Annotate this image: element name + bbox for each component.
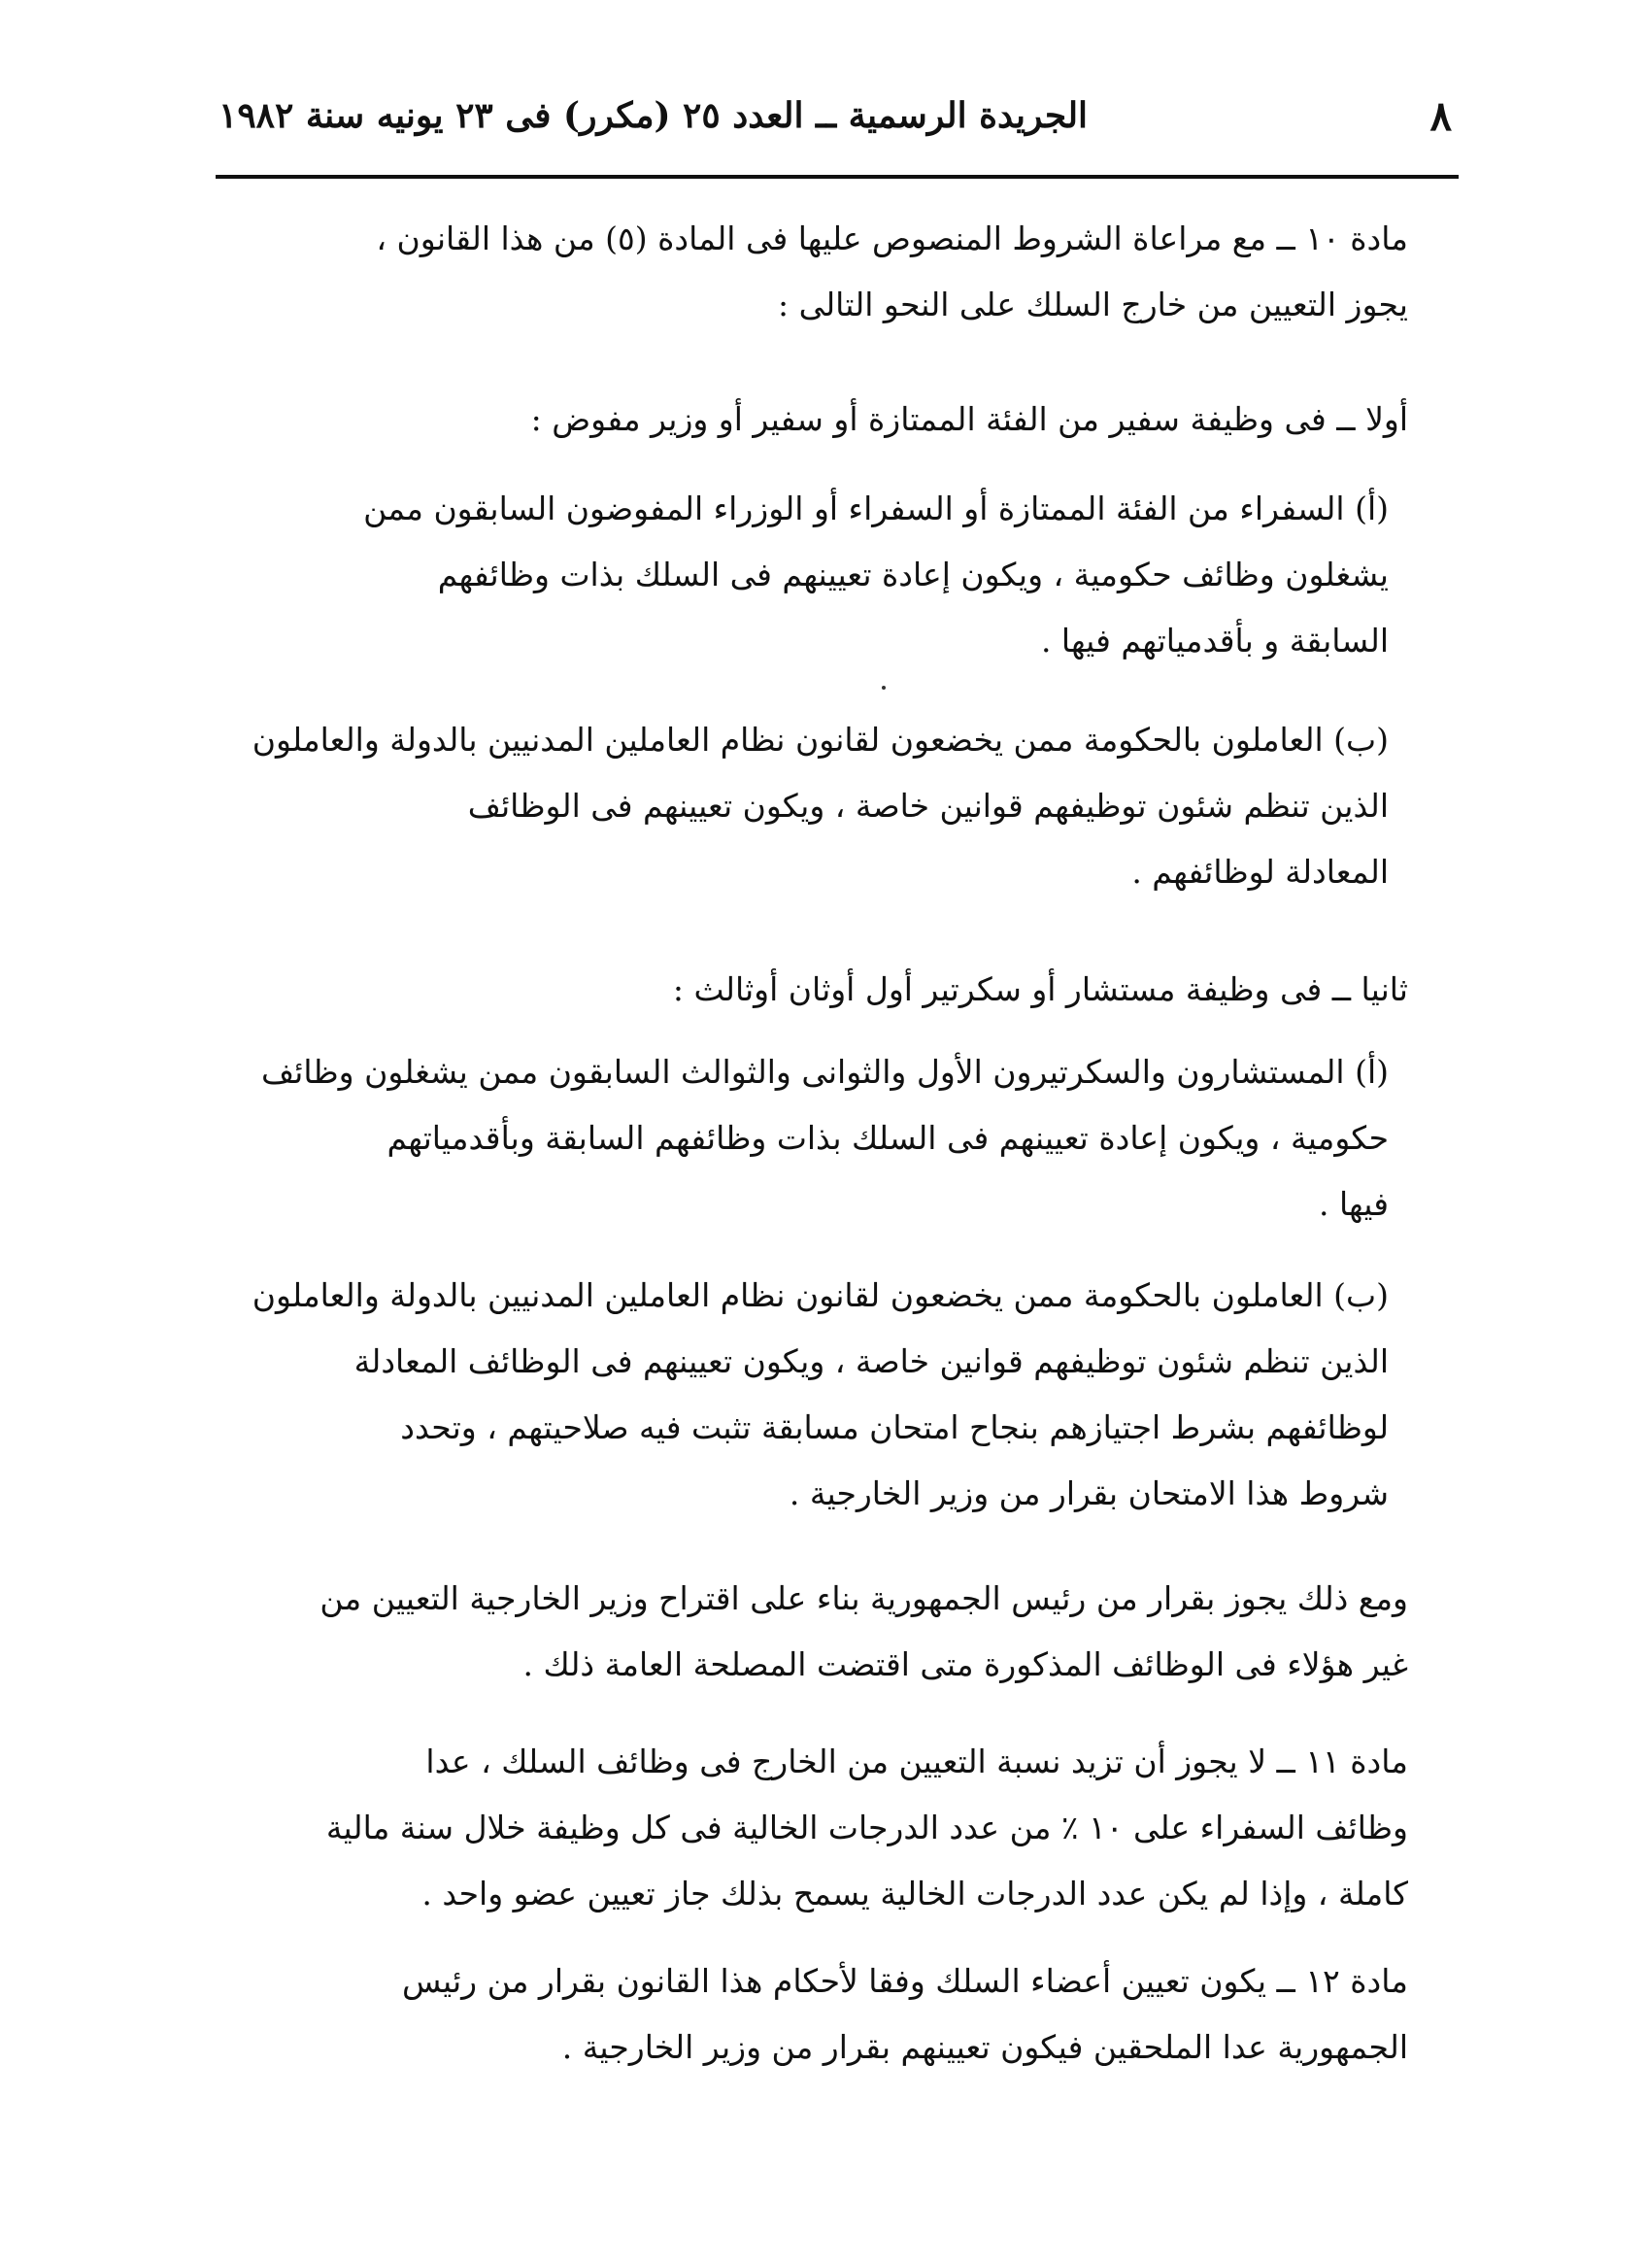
text-line: (أ) السفراء من الفئة الممتازة أو السفراء أو الوزراء المفوضون السابقون ممن <box>363 490 1389 527</box>
section-first-heading <box>243 387 1408 453</box>
text-line: الذين تنظم شئون توظيفهم قوانين خاصة ، ويكون تعيينهم فى الوظائف <box>467 787 1389 825</box>
text-line: مادة ١١ ــ لا يجوز أن تزيد نسبة التعيين من الخارج فى وظائف السلك ، عدا <box>425 1743 1408 1780</box>
text-line: وظائف السفراء على ١٠ ٪ من عدد الدرجات الخالية فى كل وظيفة خلال سنة مالية <box>325 1809 1408 1846</box>
page-header <box>218 89 1452 142</box>
clause-second-b <box>243 1263 1389 1527</box>
text-line: الجمهورية عدا الملحقين فيكون تعيينهم بقرار من وزير الخارجية . <box>561 2028 1408 2066</box>
text-line: (أ) المستشارون والسكرتيرون الأول والثوانى والثوالث السابقون ممن يشغلون وظائف <box>261 1053 1389 1091</box>
section-second-heading <box>243 957 1408 1023</box>
text-line: شروط هذا الامتحان بقرار من وزير الخارجية . <box>789 1474 1389 1512</box>
text-line: ثانيا ــ فى وظيفة مستشار أو سكرتير أول أوثان أوثالث : <box>672 970 1408 1008</box>
text-line: مادة ١٠ ــ مع مراعاة الشروط المنصوص عليها فى المادة (٥) من هذا القانون ، <box>376 220 1408 257</box>
header-title: الجريدة الرسمية ــ العدد ٢٥ (مكرر) فى ٢٣ يونيه سنة ١٩٨٢ <box>218 95 1089 136</box>
text-line: مادة ١٢ ــ يكون تعيين أعضاء السلك وفقا لأحكام هذا القانون بقرار من رئيس <box>401 1962 1408 2000</box>
header-rule <box>216 175 1459 179</box>
text-line: يجوز التعيين من خارج السلك على النحو التالى : <box>778 286 1408 323</box>
text-line: لوظائفهم بشرط اجتيازهم بنجاح امتحان مسابقة تثبت فيه صلاحيتهم ، وتحدد <box>400 1408 1389 1446</box>
clause-second-a <box>243 1039 1389 1237</box>
text-line: فيها . <box>1319 1185 1389 1223</box>
text-line: غير هؤلاء فى الوظائف المذكورة متى اقتضت المصلحة العامة ذلك . <box>522 1645 1408 1683</box>
article-10-paragraph <box>243 206 1408 338</box>
text-line: الذين تنظم شئون توظيفهم قوانين خاصة ، ويكون تعيينهم فى الوظائف المعادلة <box>353 1342 1389 1380</box>
speck <box>882 686 886 690</box>
clause-first-b <box>243 707 1389 905</box>
exception-paragraph <box>243 1566 1408 1698</box>
text-line: (ب) العاملون بالحكومة ممن يخضعون لقانون نظام العاملين المدنيين بالدولة والعاملون <box>252 721 1389 759</box>
text-line: كاملة ، وإذا لم يكن عدد الدرجات الخالية يسمح بذلك جاز تعيين عضو واحد . <box>421 1875 1408 1913</box>
text-line: (ب) العاملون بالحكومة ممن يخضعون لقانون نظام العاملين المدنيين بالدولة والعاملون <box>252 1276 1389 1314</box>
text-line: السابقة و بأقدمياتهم فيها . <box>1040 622 1389 660</box>
text-line: المعادلة لوظائفهم . <box>1131 853 1389 891</box>
text-line: أولا ــ فى وظيفة سفير من الفئة الممتازة أو سفير أو وزير مفوض : <box>530 400 1408 438</box>
article-12-paragraph <box>243 1948 1408 2081</box>
clause-first-a <box>243 476 1389 674</box>
text-line: ومع ذلك يجوز بقرار من رئيس الجمهورية بناء على اقتراح وزير الخارجية التعيين من <box>319 1579 1408 1617</box>
text-line: يشغلون وظائف حكومية ، ويكون إعادة تعيينهم فى السلك بذات وظائفهم <box>437 556 1389 593</box>
text-line: حكومية ، ويكون إعادة تعيينهم فى السلك بذات وظائفهم السابقة وبأقدمياتهم <box>387 1119 1389 1157</box>
page-number: ٨ <box>1429 91 1452 140</box>
article-11-paragraph <box>243 1729 1408 1927</box>
